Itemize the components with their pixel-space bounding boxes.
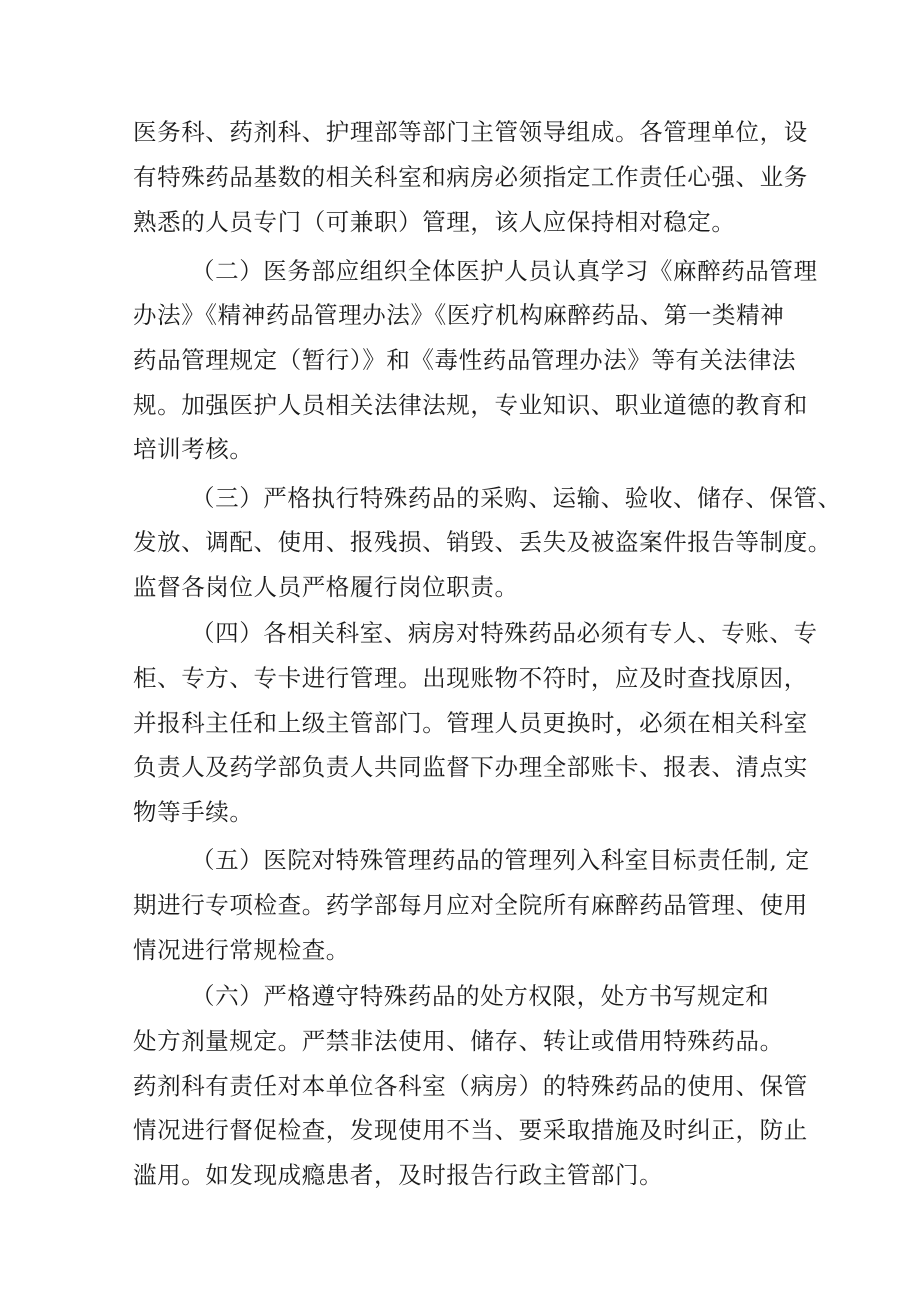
text-line: 药剂科有责任对本单位各科室（病房）的特殊药品的使用、保管 [133, 1072, 808, 1100]
text-line: 熟悉的人员专门（可兼职）管理，该人应保持相对稳定。 [133, 208, 736, 236]
text-line: （五）医院对特殊管理药品的管理列入科室目标责任制, 定 [191, 846, 810, 874]
text-line: 办法》《精神药品管理办法》《医疗机构麻醉药品、第一类精神 [133, 301, 785, 329]
text-line: 期进行专项检查。药学部每月应对全院所有麻醉药品管理、使用 [133, 891, 808, 919]
text-line: 培训考核。 [133, 435, 254, 463]
text-line: 发放、调配、使用、报残损、销毁、丢失及被盗案件报告等制度。 [133, 528, 832, 556]
text-line: 处方剂量规定。严禁非法使用、储存、转让或借用特殊药品。 [133, 1027, 784, 1055]
text-line: 医务科、药剂科、护理部等部门主管领导组成。各管理单位，设 [133, 118, 808, 146]
text-line: （三）严格执行特殊药品的采购、运输、验收、储存、保管、 [191, 484, 842, 512]
text-line: 柜、专方、专卡进行管理。出现账物不符时，应及时查找原因， [133, 664, 808, 692]
text-line: 并报科主任和上级主管部门。管理人员更换时，必须在相关科室 [133, 709, 808, 737]
text-line: 情况进行常规检查。 [133, 936, 350, 964]
text-line: （二）医务部应组织全体医护人员认真学习《麻醉药品管理 [191, 257, 818, 285]
text-line: 监督各岗位人员严格履行岗位职责。 [133, 573, 519, 601]
text-line: 负责人及药学部负责人共同监督下办理全部账卡、报表、清点实 [133, 753, 808, 781]
text-line: 滥用。如发现成瘾患者，及时报告行政主管部门。 [133, 1161, 664, 1189]
text-line: 药品管理规定（暂行）》和《毒性药品管理办法》等有关法律法 [133, 346, 797, 374]
text-line: 物等手续。 [133, 798, 254, 826]
text-line: （四）各相关科室、病房对特殊药品必须有专人、专账、专 [191, 619, 818, 647]
text-line: 规。加强医护人员相关法律法规，专业知识、职业道德的教育和 [133, 391, 808, 419]
text-line: 情况进行督促检查，发现使用不当、要采取措施及时纠正，防止 [133, 1116, 808, 1144]
text-line: （六）严格遵守特殊药品的处方权限，处方书写规定和 [191, 982, 770, 1010]
text-line: 有特殊药品基数的相关科室和病房必须指定工作责任心强、业务 [133, 163, 808, 191]
